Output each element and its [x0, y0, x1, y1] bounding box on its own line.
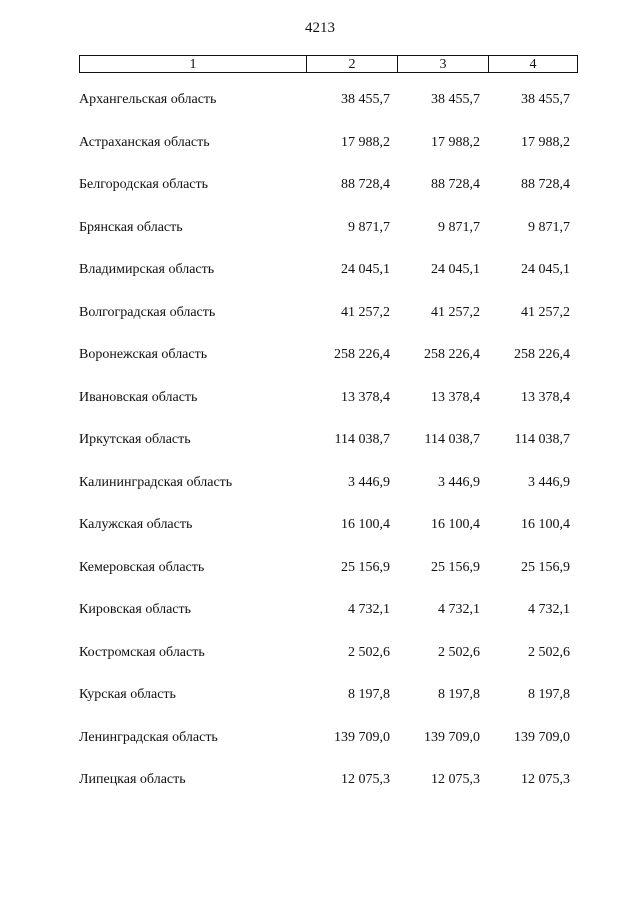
value-column-3: 8 197,8: [438, 687, 480, 702]
value-column-4: 258 226,4: [514, 347, 570, 362]
value-column-2: 12 075,3: [341, 772, 390, 787]
region-name: Ивановская область: [79, 389, 198, 405]
value-column-3: 88 728,4: [431, 177, 480, 192]
value-column-2: 4 732,1: [348, 602, 390, 617]
value-column-2: 88 728,4: [341, 177, 390, 192]
value-column-3: 12 075,3: [431, 772, 480, 787]
header-column-1: 1: [80, 56, 307, 72]
value-column-2: 139 709,0: [334, 729, 390, 745]
value-column-3: 9 871,7: [438, 219, 480, 235]
value-column-2: 2 502,6: [348, 644, 390, 660]
table-row: [0, 682, 640, 725]
value-column-4: 4 732,1: [528, 602, 570, 617]
region-name: Курская область: [79, 687, 176, 702]
value-column-4: 17 988,2: [521, 134, 570, 150]
region-name: Иркутская область: [79, 432, 191, 447]
region-name: Волгоградская область: [79, 304, 216, 320]
value-column-2: 25 156,9: [341, 559, 390, 575]
region-name: Калининградская область: [79, 474, 233, 490]
region-name: Костромская область: [79, 644, 205, 660]
value-column-3: 16 100,4: [431, 517, 480, 532]
table-row: [0, 87, 640, 130]
value-column-2: 16 100,4: [341, 517, 390, 532]
value-column-4: 12 075,3: [521, 772, 570, 787]
table-row: [0, 257, 640, 300]
region-name: Воронежская область: [79, 347, 208, 362]
value-column-2: 258 226,4: [334, 347, 390, 362]
table-row: [0, 470, 640, 513]
table-row: [0, 172, 640, 215]
table-row: [0, 512, 640, 555]
value-column-3: 139 709,0: [424, 729, 480, 745]
region-name: Калужская область: [79, 517, 193, 532]
table-row: [0, 427, 640, 470]
value-column-3: 258 226,4: [424, 347, 480, 362]
value-column-2: 3 446,9: [348, 474, 390, 490]
page-number: 4213: [305, 20, 335, 36]
region-name: Ленинградская область: [79, 729, 218, 745]
table-row: [0, 767, 640, 810]
value-column-2: 24 045,1: [341, 262, 390, 277]
value-column-2: 13 378,4: [341, 389, 390, 405]
value-column-2: 41 257,2: [341, 304, 390, 320]
value-column-4: 2 502,6: [528, 644, 570, 660]
value-column-2: 9 871,7: [348, 219, 390, 235]
region-name: Архангельская область: [79, 92, 217, 107]
table-header: [79, 55, 578, 73]
table-row: [0, 725, 640, 768]
table-row: [0, 215, 640, 258]
value-column-3: 41 257,2: [431, 304, 480, 320]
header-column-3: 3: [398, 56, 489, 72]
value-column-4: 114 038,7: [514, 432, 570, 447]
value-column-4: 8 197,8: [528, 687, 570, 702]
value-column-2: 17 988,2: [341, 134, 390, 150]
table-row: [0, 597, 640, 640]
table-row: [0, 385, 640, 428]
header-column-4: 4: [529, 57, 537, 72]
value-column-4: 3 446,9: [528, 474, 570, 490]
table-row: [0, 300, 640, 343]
region-name: Астраханская область: [79, 134, 210, 150]
table-row: [0, 555, 640, 598]
region-name: Липецкая область: [79, 772, 186, 787]
value-column-4: 41 257,2: [521, 304, 570, 320]
value-column-4: 139 709,0: [514, 729, 570, 745]
region-name: Белгородская область: [79, 177, 209, 192]
region-name: Владимирская область: [79, 262, 215, 277]
value-column-3: 3 446,9: [438, 474, 480, 490]
region-name: Кемеровская область: [79, 559, 205, 575]
header-column-2: 2: [307, 56, 398, 72]
value-column-2: 8 197,8: [348, 687, 390, 702]
value-column-3: 4 732,1: [438, 602, 480, 617]
value-column-2: 114 038,7: [334, 432, 390, 447]
region-name: Кировская область: [79, 602, 192, 617]
value-column-4: 9 871,7: [528, 219, 570, 235]
value-column-3: 2 502,6: [438, 644, 480, 660]
table-row: [0, 640, 640, 683]
value-column-4: 16 100,4: [521, 517, 570, 532]
table-row: [0, 130, 640, 173]
value-column-3: 17 988,2: [431, 134, 480, 150]
value-column-3: 114 038,7: [424, 432, 480, 447]
value-column-4: 38 455,7: [521, 92, 570, 107]
value-column-3: 13 378,4: [431, 389, 480, 405]
region-name: Брянская область: [79, 219, 183, 235]
value-column-4: 25 156,9: [521, 559, 570, 575]
value-column-3: 38 455,7: [431, 92, 480, 107]
value-column-4: 13 378,4: [521, 389, 570, 405]
value-column-4: 24 045,1: [521, 262, 570, 277]
table-row: [0, 342, 640, 385]
value-column-4: 88 728,4: [521, 177, 570, 192]
value-column-3: 24 045,1: [431, 262, 480, 277]
value-column-2: 38 455,7: [341, 92, 390, 107]
value-column-3: 25 156,9: [431, 559, 480, 575]
table-body: [0, 87, 640, 810]
